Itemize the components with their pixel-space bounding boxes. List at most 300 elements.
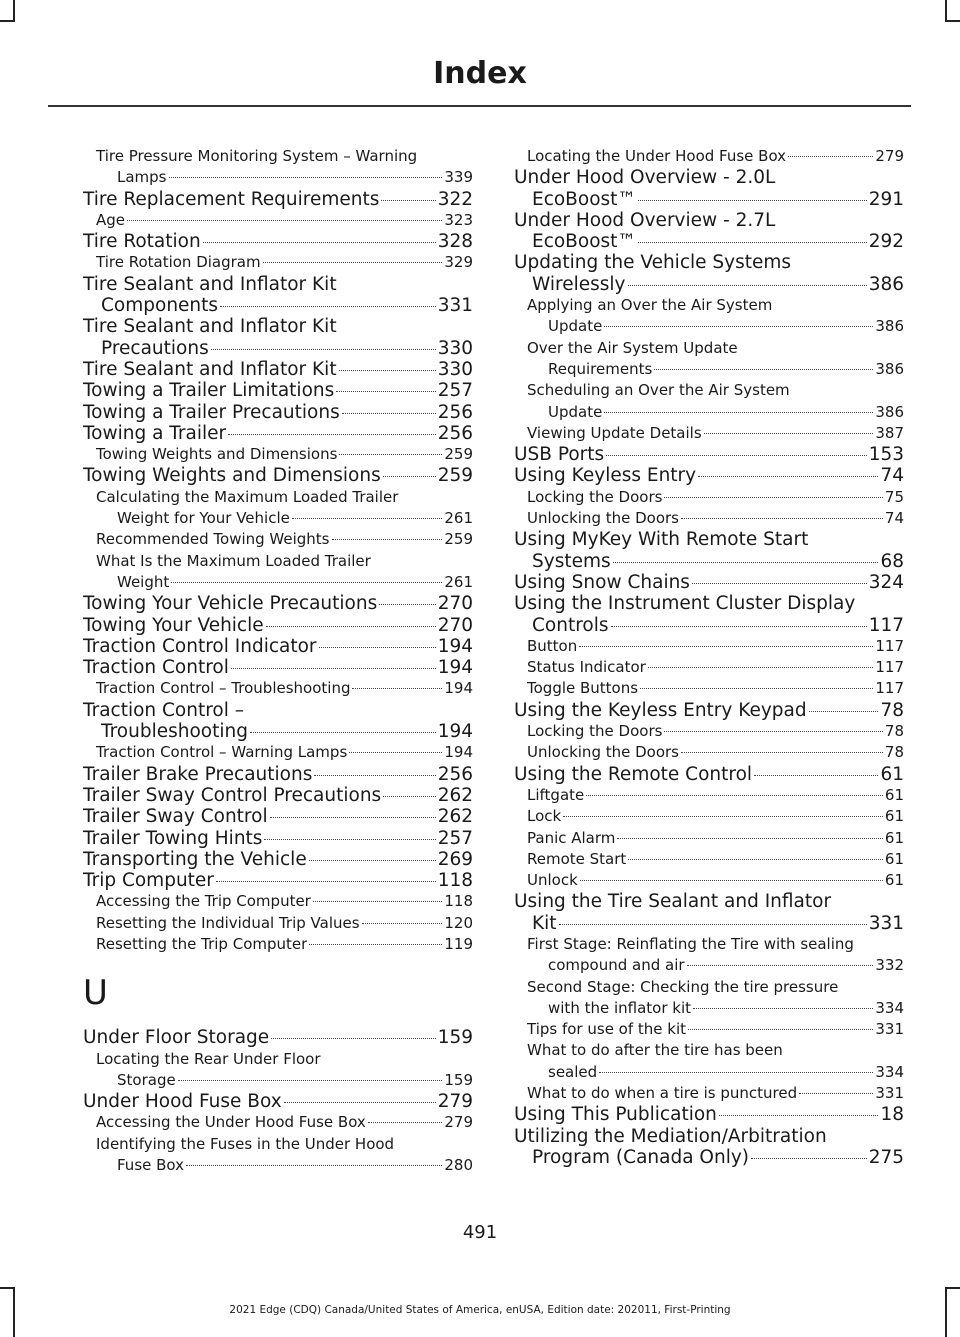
entry-text: Button — [527, 636, 578, 655]
dot-leader — [383, 796, 436, 797]
page-ref: 256 — [437, 763, 473, 785]
page-ref: 291 — [868, 188, 904, 210]
entry-line — [527, 742, 904, 763]
entry-text: USB Ports — [514, 444, 605, 466]
dot-leader — [381, 200, 435, 201]
entry-text: Tire Sealant and Inflator Kit — [83, 316, 337, 338]
index-subentry[interactable] — [514, 828, 904, 849]
page-ref: 117 — [868, 614, 904, 636]
page-ref: 74 — [880, 465, 904, 487]
entry-text: Using This Publication — [514, 1104, 717, 1126]
page-ref: 74 — [884, 509, 904, 528]
dot-leader — [362, 923, 443, 924]
page-ref: 279 — [437, 1091, 473, 1113]
page-ref: 261 — [444, 509, 473, 528]
entry-line — [527, 870, 904, 891]
entry-line — [527, 721, 904, 742]
page-ref: 120 — [444, 913, 473, 932]
index-entry[interactable] — [83, 785, 473, 806]
index-column-left — [83, 146, 473, 1176]
page-ref: 61 — [884, 807, 904, 826]
dot-leader — [681, 752, 883, 753]
entry-text-continuation: Lamps — [117, 168, 167, 187]
index-subentry[interactable] — [514, 338, 904, 381]
index-entry[interactable] — [514, 252, 904, 295]
dot-leader — [309, 944, 442, 945]
entry-text: Trailer Towing Hints — [83, 827, 263, 849]
page-ref: 280 — [444, 1156, 473, 1175]
page-ref: 61 — [884, 871, 904, 890]
index-subentry[interactable] — [514, 785, 904, 806]
index-entry[interactable] — [514, 167, 904, 210]
entry-text: What to do when a tire is punctured — [527, 1084, 798, 1103]
index-entry[interactable] — [83, 1091, 473, 1112]
page-ref: 61 — [884, 785, 904, 804]
entry-line — [514, 1147, 904, 1168]
entry-line — [83, 615, 473, 636]
entry-text: Transporting the Vehicle — [83, 848, 307, 870]
entry-line — [514, 764, 904, 785]
index-subentry[interactable] — [514, 146, 904, 167]
entry-line — [83, 1027, 473, 1048]
entry-text: Tire Replacement Requirements — [83, 188, 380, 210]
entry-text-continuation: Update — [548, 317, 603, 336]
dot-leader — [754, 775, 878, 776]
section-letter: U — [83, 973, 108, 1014]
page-ref: 259 — [444, 530, 473, 549]
entry-text: Tire Pressure Monitoring System – Warning — [96, 147, 418, 165]
index-subentry[interactable] — [514, 636, 904, 657]
entry-text: Towing Weights and Dimensions — [83, 465, 381, 487]
dot-leader — [292, 518, 443, 519]
dot-leader — [231, 668, 436, 669]
page-ref: 331 — [875, 1020, 904, 1039]
index-subentry[interactable] — [514, 742, 904, 763]
entry-text: Calculating the Maximum Loaded Trailer — [96, 487, 399, 506]
page-ref: 118 — [444, 892, 473, 911]
entry-text: Under Floor Storage — [83, 1027, 270, 1049]
index-entry[interactable] — [83, 615, 473, 636]
index-entry[interactable] — [83, 380, 473, 401]
entry-line — [83, 1091, 473, 1112]
entry-line — [96, 1112, 473, 1133]
index-entry[interactable] — [83, 359, 473, 380]
entry-text-continuation: EcoBoost™ — [532, 231, 636, 253]
dot-leader — [613, 562, 879, 563]
entry-text-continuation: Program (Canada Only) — [532, 1146, 750, 1168]
index-subentry[interactable] — [514, 870, 904, 891]
dot-leader — [263, 262, 443, 263]
entry-text-continuation: Fuse Box — [117, 1156, 185, 1175]
page-ref: 194 — [444, 743, 473, 762]
index-entry[interactable] — [514, 593, 904, 636]
entry-text: Second Stage: Checking the tire pressure — [527, 977, 839, 996]
index-subentry[interactable] — [514, 1040, 904, 1083]
index-subentry[interactable] — [514, 806, 904, 827]
index-entry[interactable] — [83, 764, 473, 785]
page-ref: 117 — [875, 636, 904, 655]
entry-text: Over the Air System Update — [527, 338, 738, 357]
entry-text-continuation: Troubleshooting — [101, 721, 248, 743]
dot-leader — [586, 795, 883, 796]
index-entry[interactable] — [514, 891, 904, 934]
entry-line — [527, 487, 904, 508]
page-ref: 75 — [884, 487, 904, 506]
index-subentry[interactable] — [514, 1083, 904, 1104]
page-ref: 194 — [437, 657, 473, 679]
entry-text: Unlocking the Doors — [527, 509, 679, 528]
page-ref: 279 — [444, 1113, 473, 1132]
page-ref: 257 — [437, 827, 473, 849]
index-entry[interactable] — [83, 636, 473, 657]
index-entry[interactable] — [514, 529, 904, 572]
entry-line — [527, 785, 904, 806]
entry-line — [96, 1070, 473, 1091]
index-subentry[interactable] — [83, 529, 473, 550]
entry-text: Identifying the Fuses in the Under Hood — [96, 1134, 395, 1153]
entry-line — [96, 572, 473, 593]
dot-leader — [313, 901, 443, 902]
index-entry[interactable] — [83, 189, 473, 210]
dot-leader — [339, 370, 436, 371]
index-entry[interactable] — [514, 444, 904, 465]
entry-text-continuation: EcoBoost™ — [532, 188, 636, 210]
page-ref: 117 — [875, 679, 904, 698]
entry-text: Trailer Sway Control Precautions — [83, 784, 382, 806]
entry-line — [514, 615, 904, 636]
entry-text: Trip Computer — [83, 870, 214, 892]
index-subentry[interactable] — [83, 934, 473, 955]
entry-line — [527, 316, 904, 337]
dot-leader — [270, 817, 436, 818]
entry-text: Tire Sealant and Inflator Kit — [83, 358, 337, 380]
entry-line — [527, 806, 904, 827]
index-subentry[interactable] — [514, 977, 904, 1020]
page-ref: 159 — [437, 1027, 473, 1049]
page-ref: 256 — [437, 401, 473, 423]
index-entry[interactable] — [83, 465, 473, 486]
entry-text: Liftgate — [527, 785, 585, 804]
page-ref: 329 — [444, 253, 473, 272]
dot-leader — [617, 838, 883, 839]
entry-text: Towing a Trailer Limitations — [83, 380, 335, 402]
index-subentry[interactable] — [514, 295, 904, 338]
entry-line — [96, 742, 473, 763]
entry-text: Towing Your Vehicle — [83, 614, 264, 636]
index-subentry[interactable] — [83, 551, 473, 594]
dot-leader — [339, 454, 442, 455]
entry-text: Toggle Buttons — [527, 679, 639, 698]
dot-leader — [336, 391, 435, 392]
index-subentry[interactable] — [514, 657, 904, 678]
index-subentry[interactable] — [83, 913, 473, 934]
index-entry[interactable] — [83, 828, 473, 849]
dot-leader — [383, 476, 436, 477]
dot-leader — [799, 1093, 873, 1094]
entry-text: Lock — [527, 807, 562, 826]
entry-text: What Is the Maximum Loaded Trailer — [96, 551, 371, 570]
dot-leader — [379, 604, 435, 605]
page-ref: 330 — [437, 358, 473, 380]
page-ref: 118 — [437, 870, 473, 892]
header-rule — [48, 105, 911, 107]
page-ref: 275 — [868, 1146, 904, 1168]
entry-text: Applying an Over the Air System — [527, 296, 773, 315]
page-ref: 78 — [884, 743, 904, 762]
page-title: Index — [433, 56, 527, 91]
index-subentry[interactable] — [514, 1019, 904, 1040]
dot-leader — [220, 306, 436, 307]
page-ref: 262 — [437, 784, 473, 806]
entry-text: Under Hood Overview - 2.0L — [514, 167, 776, 189]
index-entry[interactable] — [514, 764, 904, 785]
entry-text: Accessing the Under Hood Fuse Box — [96, 1113, 366, 1132]
index-subentry[interactable] — [514, 721, 904, 742]
entry-line — [83, 593, 473, 614]
entry-text: Trailer Brake Precautions — [83, 763, 313, 785]
entry-line — [527, 657, 904, 678]
entry-text: Locking the Doors — [527, 487, 663, 506]
dot-leader — [271, 1038, 436, 1039]
entry-text-continuation: Wirelessly — [532, 273, 626, 295]
index-entry[interactable] — [83, 231, 473, 252]
index-entry[interactable] — [83, 593, 473, 614]
index-subentry[interactable] — [514, 423, 904, 444]
index-subentry[interactable] — [83, 891, 473, 912]
index-entry[interactable] — [83, 657, 473, 678]
page-ref: 259 — [437, 465, 473, 487]
index-entry[interactable] — [514, 1104, 904, 1125]
entry-text: Status Indicator — [527, 658, 646, 677]
dot-leader — [171, 582, 442, 583]
entry-line — [527, 402, 904, 423]
page-ref: 153 — [868, 444, 904, 466]
index-subentry[interactable] — [514, 508, 904, 529]
crop-mark-top-left-vertical — [13, 0, 15, 22]
index-subentry[interactable] — [83, 252, 473, 273]
dot-leader — [687, 965, 874, 966]
dot-leader — [693, 1008, 873, 1009]
entry-line — [83, 657, 473, 678]
entry-line — [514, 551, 904, 572]
dot-leader — [640, 688, 873, 689]
index-entry[interactable] — [514, 210, 904, 253]
page-ref: 387 — [875, 423, 904, 442]
dot-leader — [606, 455, 867, 456]
entry-line — [527, 423, 904, 444]
entry-text: Tire Sealant and Inflator Kit — [83, 273, 337, 295]
entry-line — [83, 359, 473, 380]
page-ref: 331 — [875, 1084, 904, 1103]
entry-text-continuation: Components — [101, 295, 219, 317]
page-ref: 331 — [868, 912, 904, 934]
dot-leader — [368, 1122, 443, 1123]
page-ref: 292 — [868, 231, 904, 253]
entry-text: What to do after the tire has been — [527, 1041, 783, 1060]
dot-leader — [654, 369, 873, 370]
entry-text: Under Hood Fuse Box — [83, 1091, 282, 1113]
page-ref: 119 — [444, 934, 473, 953]
entry-line — [96, 678, 473, 699]
entry-text: Accessing the Trip Computer — [96, 892, 311, 911]
entry-line — [514, 444, 904, 465]
dot-leader — [178, 1080, 443, 1081]
index-subentry[interactable] — [83, 1049, 473, 1092]
page-ref: 328 — [437, 231, 473, 253]
index-subentry[interactable] — [514, 487, 904, 508]
dot-leader — [648, 667, 874, 668]
entry-line — [514, 274, 904, 295]
dot-leader — [203, 242, 436, 243]
index-subentry[interactable] — [83, 1112, 473, 1133]
index-entry[interactable] — [83, 870, 473, 891]
page-ref: 61 — [884, 849, 904, 868]
dot-leader — [264, 839, 435, 840]
page-ref: 279 — [875, 147, 904, 165]
dot-leader — [681, 518, 883, 519]
entry-text-continuation: Storage — [117, 1070, 176, 1089]
index-entry[interactable] — [83, 402, 473, 423]
entry-text: Towing a Trailer — [83, 422, 227, 444]
index-subentry[interactable] — [83, 678, 473, 699]
entry-text-continuation: compound and air — [548, 956, 685, 975]
entry-text-continuation: with the inflator kit — [548, 998, 692, 1017]
entry-line — [527, 508, 904, 529]
dot-leader — [788, 156, 873, 157]
index-entry[interactable] — [83, 274, 473, 317]
entry-line — [83, 806, 473, 827]
index-entry[interactable] — [83, 700, 473, 743]
entry-line — [83, 423, 473, 444]
dot-leader — [284, 1102, 436, 1103]
dot-leader — [638, 200, 867, 201]
entry-line — [96, 444, 473, 465]
entry-line — [83, 295, 473, 316]
page-ref: 259 — [444, 445, 473, 464]
entry-text: Towing Weights and Dimensions — [96, 445, 338, 464]
page-ref: 194 — [444, 679, 473, 698]
crop-mark-top-right-horizontal — [945, 20, 960, 22]
index-entry[interactable] — [514, 572, 904, 593]
dot-leader — [211, 349, 436, 350]
entry-line — [527, 1083, 904, 1104]
entry-line — [96, 1155, 473, 1176]
page-ref: 334 — [875, 1062, 904, 1081]
page-ref: 331 — [437, 295, 473, 317]
entry-line — [83, 764, 473, 785]
crop-mark-bottom-right-horizontal — [945, 1287, 960, 1289]
entry-line — [83, 828, 473, 849]
dot-leader — [664, 731, 882, 732]
index-subentry[interactable] — [514, 678, 904, 699]
entry-text: Resetting the Trip Computer — [96, 934, 308, 953]
index-subentry[interactable] — [83, 487, 473, 530]
page-ref: 61 — [880, 763, 904, 785]
dot-leader — [186, 1165, 442, 1166]
crop-mark-top-right-vertical — [945, 0, 947, 22]
index-entry[interactable] — [83, 806, 473, 827]
entry-text: Tire Rotation Diagram — [96, 253, 261, 272]
index-subentry[interactable] — [514, 934, 904, 977]
page-ref: 323 — [444, 210, 473, 229]
entry-line — [83, 338, 473, 359]
index-entry[interactable] — [514, 465, 904, 486]
page-ref: 256 — [437, 422, 473, 444]
entry-text: Using the Tire Sealant and Inflator — [514, 891, 832, 913]
index-entry[interactable] — [83, 316, 473, 359]
dot-leader — [349, 752, 442, 753]
page-ref: 386 — [868, 273, 904, 295]
index-entry[interactable] — [83, 849, 473, 870]
entry-line — [83, 785, 473, 806]
dot-leader — [688, 1029, 873, 1030]
dot-leader — [579, 646, 873, 647]
dot-leader — [216, 881, 436, 882]
entry-text-continuation: sealed — [548, 1062, 598, 1081]
entry-text: Panic Alarm — [527, 828, 616, 847]
page-number: 491 — [462, 1222, 498, 1243]
index-subentry[interactable] — [83, 742, 473, 763]
entry-text: Recommended Towing Weights — [96, 530, 330, 549]
page-ref: 117 — [875, 658, 904, 677]
index-subentry[interactable] — [83, 1134, 473, 1177]
page-ref: 270 — [437, 614, 473, 636]
page-ref: 261 — [444, 572, 473, 591]
entry-text: Using the Instrument Cluster Display — [514, 593, 856, 615]
dot-leader — [342, 413, 436, 414]
entry-text: Tire Rotation — [83, 231, 201, 253]
entry-text: Unlock — [527, 871, 578, 890]
dot-leader — [698, 476, 878, 477]
dot-leader — [809, 711, 879, 712]
entry-line — [527, 955, 904, 976]
entry-line — [96, 891, 473, 912]
index-entry[interactable] — [514, 1126, 904, 1169]
entry-text: Tips for use of the kit — [527, 1020, 687, 1039]
entry-line — [96, 252, 473, 273]
page-ref: 324 — [868, 571, 904, 593]
index-subentry[interactable] — [514, 849, 904, 870]
entry-text: Utilizing the Mediation/Arbitration — [514, 1125, 827, 1147]
entry-text: Traction Control – Troubleshooting — [96, 679, 351, 698]
entry-text: Traction Control — [83, 657, 229, 679]
index-column-right — [514, 146, 904, 1168]
dot-leader — [580, 880, 883, 881]
index-subentry[interactable] — [83, 210, 473, 231]
page-ref: 18 — [880, 1104, 904, 1126]
page-ref: 78 — [884, 722, 904, 741]
index-entry[interactable] — [83, 1027, 473, 1048]
page-ref: 68 — [880, 550, 904, 572]
entry-line — [527, 146, 904, 167]
entry-text-continuation: Controls — [532, 614, 609, 636]
entry-text: Using MyKey With Remote Start — [514, 529, 809, 551]
index-entry[interactable] — [83, 423, 473, 444]
entry-text: Using Keyless Entry — [514, 465, 697, 487]
index-subentry[interactable] — [83, 444, 473, 465]
page-ref: 194 — [437, 635, 473, 657]
index-subentry[interactable] — [514, 380, 904, 423]
entry-text: Using Snow Chains — [514, 571, 690, 593]
entry-line — [96, 934, 473, 955]
index-subentry[interactable] — [83, 146, 473, 189]
entry-text: Under Hood Overview - 2.7L — [514, 209, 776, 231]
index-entry[interactable] — [514, 700, 904, 721]
dot-leader — [266, 626, 436, 627]
entry-line — [96, 913, 473, 934]
entry-line — [514, 913, 904, 934]
entry-line — [527, 1019, 904, 1040]
